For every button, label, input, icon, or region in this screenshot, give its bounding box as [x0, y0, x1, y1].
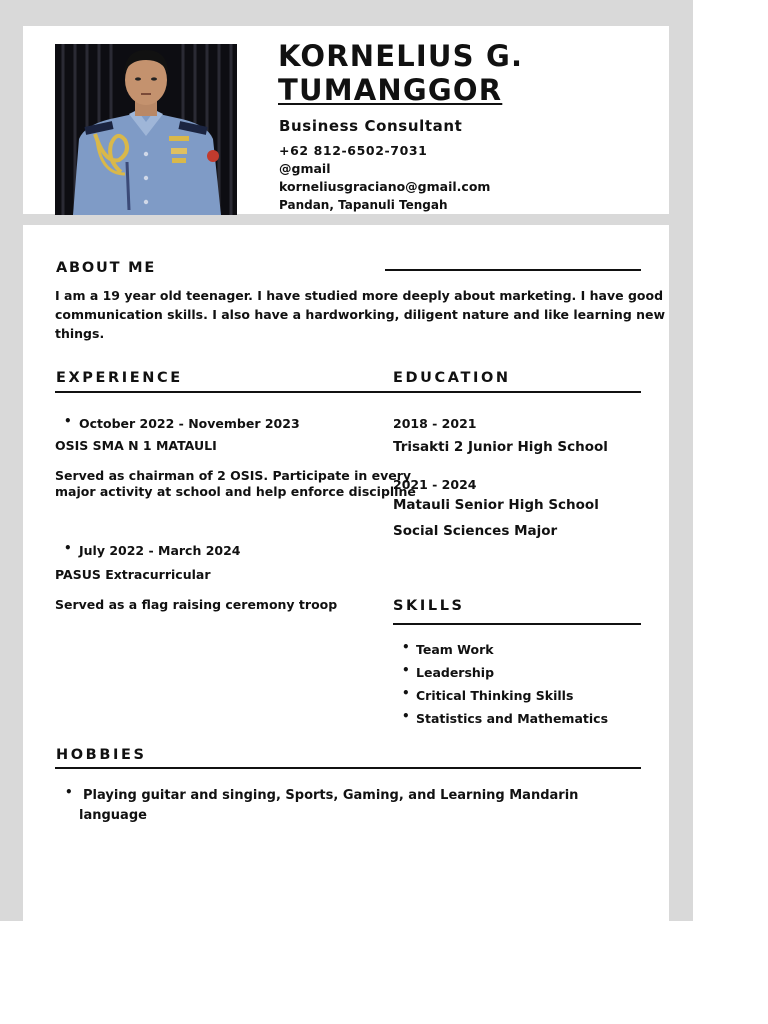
education-period-2: 2021 - 2024 [393, 477, 477, 492]
experience-rule [55, 391, 388, 393]
experience-period-2: July 2022 - March 2024 [79, 543, 241, 558]
bullet-icon: • [65, 785, 73, 799]
contact-email: korneliusgraciano@gmail.com [279, 179, 491, 194]
bullet-icon: • [402, 709, 410, 723]
education-period-1: 2018 - 2021 [393, 416, 477, 431]
experience-org-1: OSIS SMA N 1 MATAULI [55, 438, 217, 453]
bullet-icon: • [402, 686, 410, 700]
profile-photo [55, 44, 237, 215]
experience-desc-1: Served as chairman of 2 OSIS. Participate in every major activity at school and help enforce discipline [55, 468, 416, 499]
skill-item: Critical Thinking Skills [416, 688, 574, 703]
hobbies-text: Playing guitar and singing, Sports, Gaming, and Learning Mandarin language [79, 788, 579, 823]
experience-heading: EXPERIENCE [56, 370, 183, 386]
experience-org-2: PASUS Extracurricular [55, 567, 211, 582]
bullet-icon: • [64, 541, 72, 555]
education-school-2: Matauli Senior High School [393, 497, 599, 513]
name-last: TUMANGGOR [278, 73, 503, 107]
education-heading: EDUCATION [393, 370, 511, 386]
education-major-2: Social Sciences Major [393, 523, 558, 539]
contact-social: @gmail [279, 161, 331, 176]
bullet-icon: • [64, 414, 72, 428]
hobbies-rule [55, 767, 641, 769]
hobbies-heading: HOBBIES [56, 747, 147, 763]
about-heading: ABOUT ME [56, 260, 157, 276]
name-first: KORNELIUS G. [278, 39, 524, 73]
experience-period-1: October 2022 - November 2023 [79, 416, 300, 431]
about-text: I am a 19 year old teenager. I have studied more deeply about marketing. I have good communication skills. I also have a hardworking, diligent nature and like learning new things. [55, 288, 666, 341]
skills-rule [393, 623, 641, 625]
about-rule [385, 269, 641, 271]
bullet-icon: • [402, 640, 410, 654]
skills-heading: SKILLS [393, 598, 465, 614]
education-rule [388, 391, 641, 393]
skill-item: Team Work [416, 642, 494, 657]
job-title: Business Consultant [279, 117, 463, 135]
bullet-icon: • [402, 663, 410, 677]
contact-address: Pandan, Tapanuli Tengah [279, 198, 448, 212]
education-school-1: Trisakti 2 Junior High School [393, 439, 608, 455]
experience-desc-2: Served as a flag raising ceremony troop [55, 597, 338, 612]
contact-phone: +62 812-6502-7031 [279, 143, 428, 158]
skill-item: Statistics and Mathematics [416, 711, 609, 726]
skill-item: Leadership [416, 665, 495, 680]
